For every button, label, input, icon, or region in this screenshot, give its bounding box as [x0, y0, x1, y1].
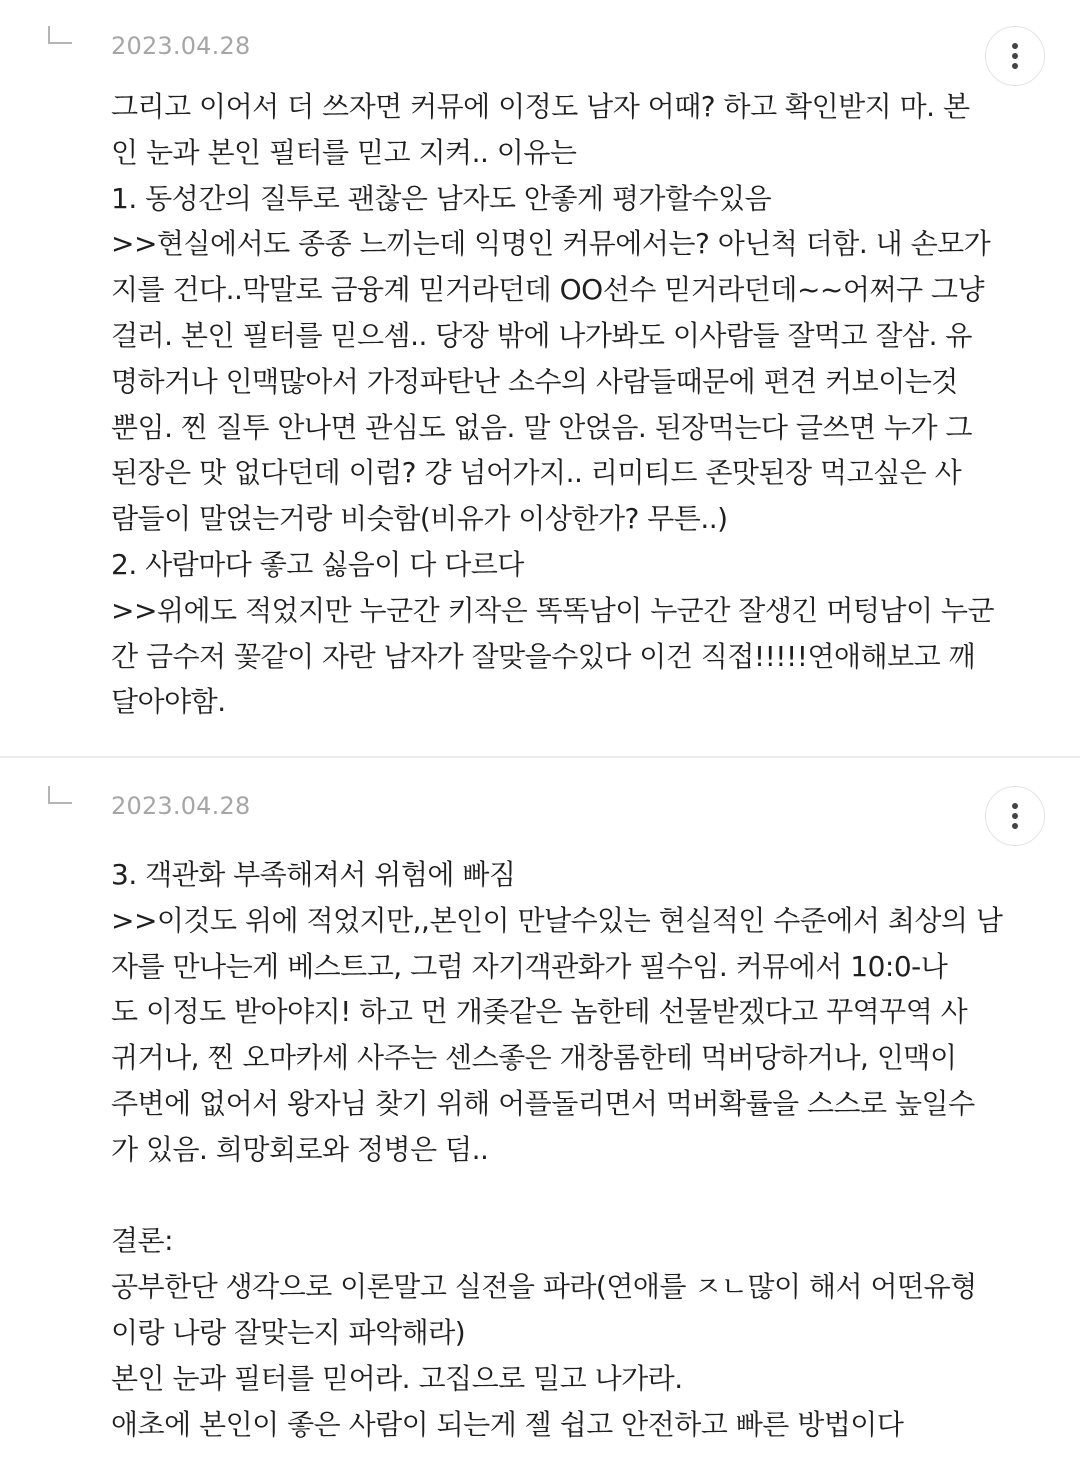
comment-body — [111, 852, 1003, 1447]
comment-line: 된장은 맛 없다던데 이럼? 걍 넘어가지.. 리미티드 존맛된장 먹고싶은 사 — [111, 456, 962, 490]
more-options-button[interactable] — [985, 786, 1045, 846]
reply-comment-2 — [0, 760, 1080, 1469]
comment-line: 간 금수저 꽃같이 자란 남자가 잘맞을수있다 이건 직접!!!!!연애해보고 깨 — [111, 639, 976, 673]
comment-line: 1. 동성간의 질투로 괜찮은 남자도 안좋게 평가할수있음 — [111, 181, 772, 215]
comment-line: 그리고 이어서 더 쓰자면 커뮤에 이정도 남자 어때? 하고 확인받지 마. 본 — [111, 90, 970, 123]
comment-line: 이랑 나랑 잘맞는지 파악해라) — [111, 1315, 466, 1349]
comment-date: 2023.04.28 — [111, 32, 251, 60]
comment-line: >>위에도 적었지만 누군간 키작은 똑똑남이 누군간 잘생긴 머텅남이 누군 — [111, 593, 995, 627]
comment-line: 달아야함. — [111, 685, 226, 719]
comment-line: 인 눈과 본인 필터를 믿고 지켜.. 이유는 — [111, 135, 577, 169]
comment-line: 뿐임. 찐 질투 안나면 관심도 없음. 말 안얹음. 된장먹는다 글쓰면 누가 그 — [111, 410, 972, 444]
comment-line: 결론: — [111, 1224, 174, 1258]
comment-line: 명하거나 인맥많아서 가정파탄난 소수의 사람들때문에 편견 커보이는것 — [111, 364, 958, 398]
more-vertical-icon — [1011, 802, 1019, 830]
comment-body — [111, 84, 995, 725]
comment-line: 귀거나, 찐 오마카세 사주는 센스좋은 개창롬한테 먹버당하거나, 인맥이 — [111, 1041, 957, 1075]
comment-line: 2. 사람마다 좋고 싫음이 다 다르다 — [111, 547, 524, 581]
comment-line: 도 이정도 받아야지! 하고 먼 개좆같은 놈한테 선물받겠다고 꾸역꾸역 사 — [111, 995, 968, 1029]
comment-divider — [0, 756, 1080, 758]
more-vertical-icon — [1011, 42, 1019, 70]
comment-line: 애초에 본인이 좋은 사람이 되는게 젤 쉽고 안전하고 빠른 방법이다 — [111, 1407, 904, 1441]
comment-line: 람들이 말얹는거랑 비슷함(비유가 이상한가? 무튼..) — [111, 502, 728, 536]
comment-line: 가 있음. 희망회로와 정병은 덤.. — [111, 1132, 489, 1166]
comment-line: >>이것도 위에 적었지만,,본인이 만날수있는 현실적인 수준에서 최상의 남 — [111, 903, 1003, 937]
comment-line: 공부한단 생각으로 이론말고 실전을 파라(연애를 ㅈㄴ많이 해서 어떤유형 — [111, 1270, 977, 1304]
reply-arrow-icon — [48, 26, 72, 44]
comment-line: 3. 객관화 부족해져서 위험에 빠짐 — [111, 858, 516, 891]
comment-date: 2023.04.28 — [111, 792, 251, 820]
blank-line — [111, 1173, 991, 1219]
comment-line: 지를 건다..막말로 금융계 믿거라던데 OO선수 믿거라던데~~어쩌구 그냥 — [111, 273, 985, 307]
comment-line: 걸러. 본인 필터를 믿으셈.. 당장 밖에 나가봐도 이사람들 잘먹고 잘삼. 유 — [111, 318, 972, 352]
comment-line: >>현실에서도 종종 느끼는데 익명인 커뮤에서는? 아닌척 더함. 내 손모가 — [111, 227, 991, 261]
comment-line: 주변에 없어서 왕자님 찾기 위해 어플돌리면서 먹버확률을 스스로 높일수 — [111, 1086, 975, 1120]
comment-line: 본인 눈과 필터를 믿어라. 고집으로 밀고 나가라. — [111, 1361, 683, 1395]
comment-line: 자를 만나는게 베스트고, 그럼 자기객관화가 필수임. 커뮤에서 10:0-나 — [111, 949, 948, 983]
reply-arrow-icon — [48, 786, 72, 804]
more-options-button[interactable] — [985, 26, 1045, 86]
